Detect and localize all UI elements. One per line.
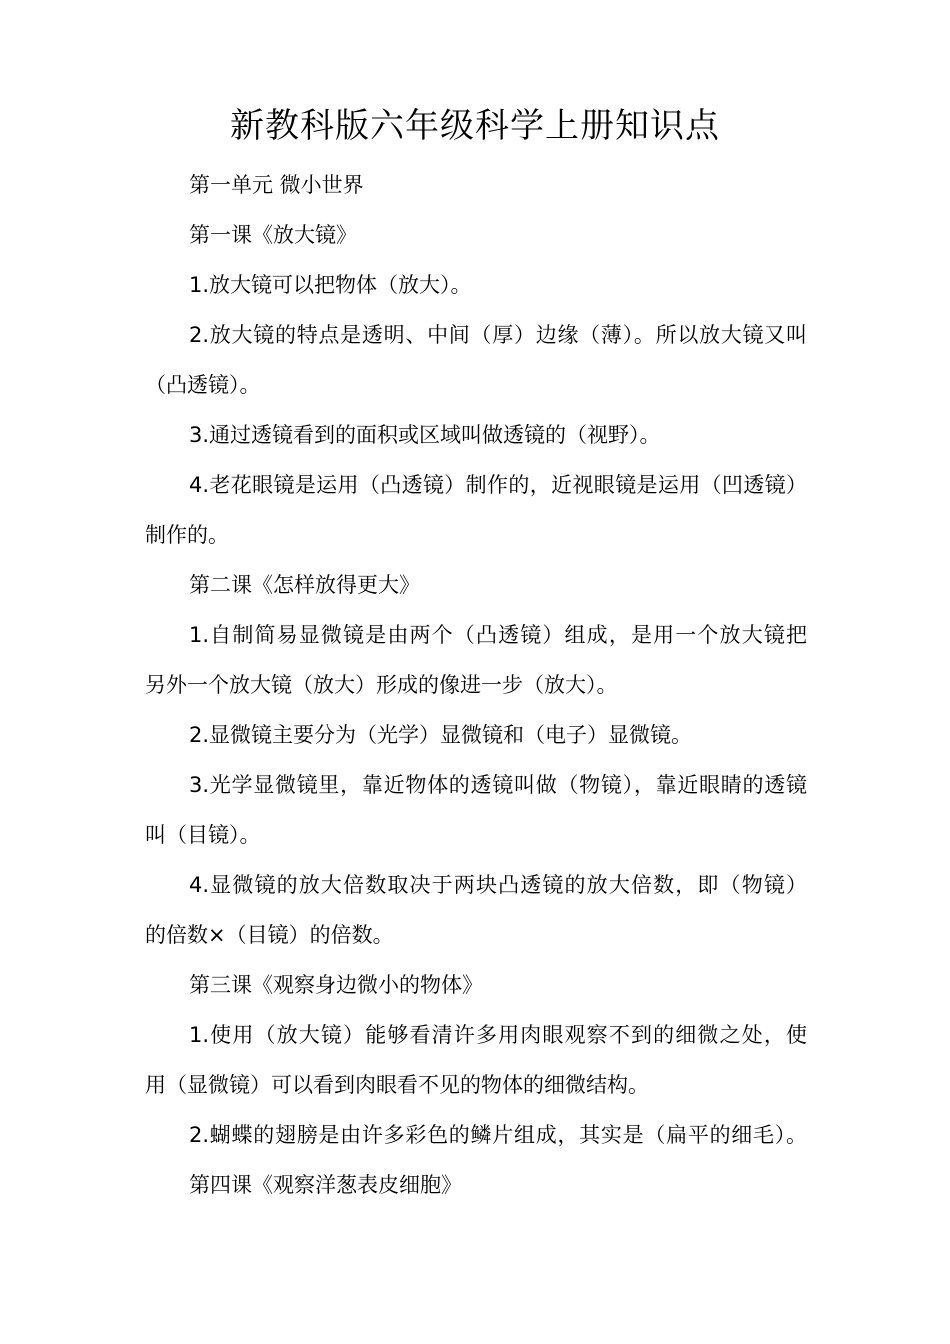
text-line: 第四课《观察洋葱表皮细胞》 — [189, 1173, 462, 1197]
text-line: 1.放大镜可以把物体（放大）。 — [189, 273, 472, 297]
document-body — [145, 160, 807, 1210]
document-title: 新教科版六年级科学上册知识点 — [230, 106, 720, 146]
text-line: 1.自制简易显微镜是由两个（凸透镜）组成，是用一个放大镜把 — [189, 623, 807, 647]
text-line: 2.放大镜的特点是透明、中间（厚）边缘（薄）。所以放大镜又叫 — [189, 323, 807, 347]
text-line: 用（显微镜）可以看到肉眼看不见的物体的细微结构。 — [145, 1073, 649, 1097]
text-line: 第一单元 微小世界 — [189, 173, 364, 197]
text-line: 第三课《观察身边微小的物体》 — [189, 973, 483, 997]
text-line: 第二课《怎样放得更大》 — [189, 573, 420, 597]
text-line: 2.显微镜主要分为（光学）显微镜和（电子）显微镜。 — [189, 723, 693, 747]
text-line: 第一课《放大镜》 — [189, 223, 357, 247]
text-line: 叫（目镜）。 — [145, 823, 261, 847]
text-line: （凸透镜）。 — [145, 373, 261, 397]
text-line: 3.光学显微镜里，靠近物体的透镜叫做（物镜），靠近眼睛的透镜 — [189, 773, 807, 797]
text-line: 另外一个放大镜（放大）形成的像进一步（放大）。 — [145, 673, 618, 697]
text-line: 3.通过透镜看到的面积或区域叫做透镜的（视野）。 — [189, 423, 661, 447]
text-line: 制作的。 — [145, 523, 229, 547]
text-line: 2.蝴蝶的翅膀是由许多彩色的鳞片组成，其实是（扁平的细毛）。 — [189, 1123, 807, 1147]
text-line: 1.使用（放大镜）能够看清许多用肉眼观察不到的细微之处，使 — [189, 1023, 807, 1047]
text-line: 4.老花眼镜是运用（凸透镜）制作的，近视眼镜是运用（凹透镜） — [189, 473, 807, 497]
text-line: 4.显微镜的放大倍数取决于两块凸透镜的放大倍数，即（物镜） — [189, 873, 807, 897]
text-line: 的倍数×（目镜）的倍数。 — [145, 923, 394, 947]
